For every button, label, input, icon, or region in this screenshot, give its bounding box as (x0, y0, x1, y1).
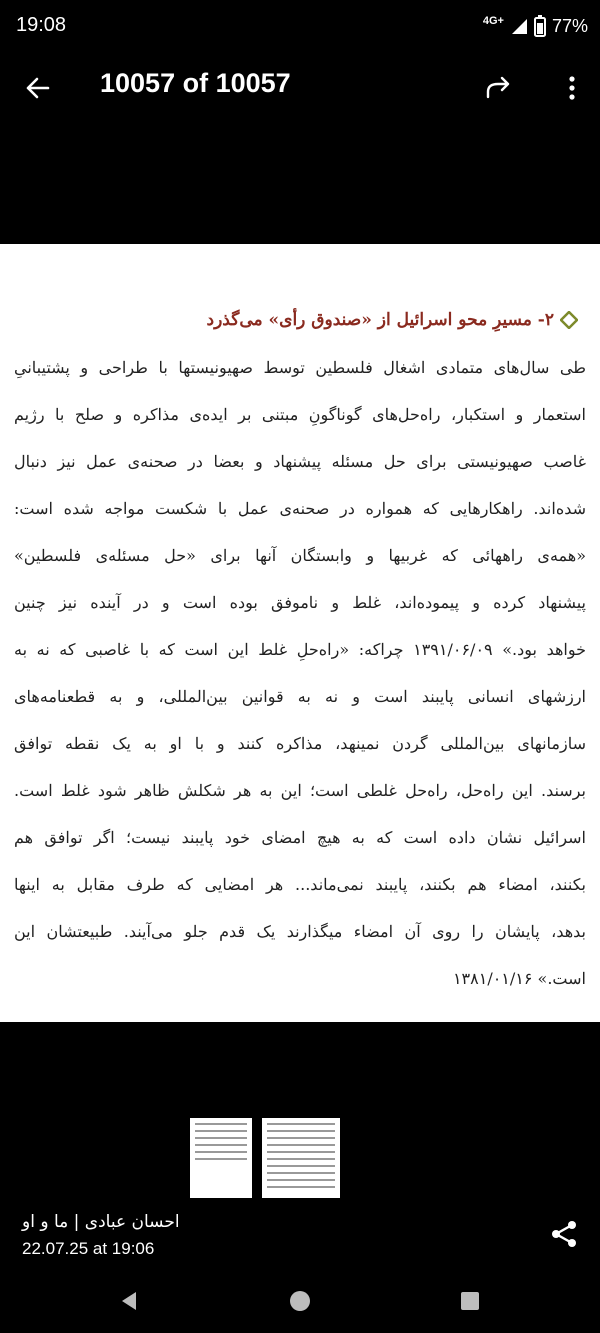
text-line: شده‌اند. راهکارهایی که همواره در صحنه‌ی عمل با شکست مواجه شده است: (14, 499, 586, 518)
back-button[interactable] (18, 70, 58, 106)
text-line: است.» ۱۳۸۱/۰۱/۱۶ (452, 969, 586, 988)
status-bar (0, 0, 600, 56)
thumbnail-strip (190, 1118, 340, 1198)
signal-icon (510, 17, 528, 35)
image-viewer[interactable] (0, 244, 600, 1022)
text-line: بکنند، امضاء هم بکنند، پایبند نمی‌ماند... هر امضایی که طرف مقابل به اینها (14, 875, 586, 894)
text-line: غاصب صهیونیستی برای حل مسئله پیشنهاد و بعضا در صحنه‌ی عمل نیز دنبال (14, 452, 586, 471)
text-line: اسرائیل نشان داده است که به هیچ امضای خود پایبند نیست؛ اگر توافق هم (14, 828, 586, 847)
back-arrow-icon (18, 70, 58, 106)
text-line: خواهد بود.» ۱۳۹۱/۰۶/۰۹ چراکه: «راه‌حلِ غلط این است که با غاصبی که نه به (14, 640, 586, 659)
text-line: «همه‌ی راههائی که غربیها و وابستگان آنها برای «حل مسئله‌ی فلسطین» (14, 546, 586, 565)
text-line: ارزشهای انسانی پایبند است و نه به قوانین بین‌المللی، و به قطعنامه‌های (14, 687, 586, 706)
sender-name: احسان عبادی | ما و او (22, 1212, 180, 1232)
text-line: بدهد، پایشان را روی آن امضاء میگذارند یک قدم جلو می‌آیند. طبیعتشان این (14, 922, 586, 941)
text-line: پیشنهاد کرده و پیموده‌اند، غلط و ناموفق بوده است و در آینده نیز چنین (14, 593, 586, 612)
thumbnail-1[interactable] (190, 1118, 252, 1198)
battery-icon (534, 15, 546, 37)
more-options-button[interactable] (560, 70, 584, 106)
forward-button[interactable] (478, 70, 518, 106)
diamond-bullet-icon (560, 311, 578, 329)
nav-back-icon[interactable] (116, 1288, 142, 1314)
system-navigation-bar (0, 1270, 600, 1333)
heading-text: ۲- مسیرِ محو اسرائیل از «صندوق رأی» می‌گذرد (206, 310, 554, 330)
nav-recents-icon[interactable] (459, 1290, 481, 1312)
message-date: 22.07.25 at 19:06 (22, 1239, 155, 1258)
document-heading (18, 310, 578, 330)
document-image (0, 244, 600, 1022)
forward-share-icon (478, 70, 518, 106)
media-counter-title: 10057 of 10057 (100, 68, 291, 98)
status-icons (483, 12, 588, 40)
status-time: 19:08 (16, 14, 67, 36)
text-line: سازمانهای بین‌المللی گردن نمینهد، مذاکره کنند و با او به یک نقطه توافق (14, 734, 586, 753)
text-line: برسند. این راه‌حل، راه‌حل غلطی است؛ این به هر شکلش ظاهر شود غلط است. (14, 781, 586, 800)
document-body (14, 344, 586, 1002)
more-vert-icon (560, 70, 584, 106)
share-button[interactable] (548, 1218, 580, 1250)
media-toolbar (0, 56, 600, 120)
network-type: 4G+ (482, 15, 504, 27)
share-icon (548, 1218, 580, 1250)
nav-home-icon[interactable] (288, 1289, 312, 1313)
text-line: استعمار و استکبار، راه‌حل‌های گوناگونِ مبتنی بر ایده‌ی مذاکره و صلح با رژیم (14, 405, 586, 424)
battery-percent: 77% (551, 15, 588, 36)
text-line: طی سال‌های متمادی اشغال فلسطین توسط صهیونیستها با طراحی و پشتیبانیِ (14, 358, 586, 377)
thumbnail-2[interactable] (262, 1118, 340, 1198)
